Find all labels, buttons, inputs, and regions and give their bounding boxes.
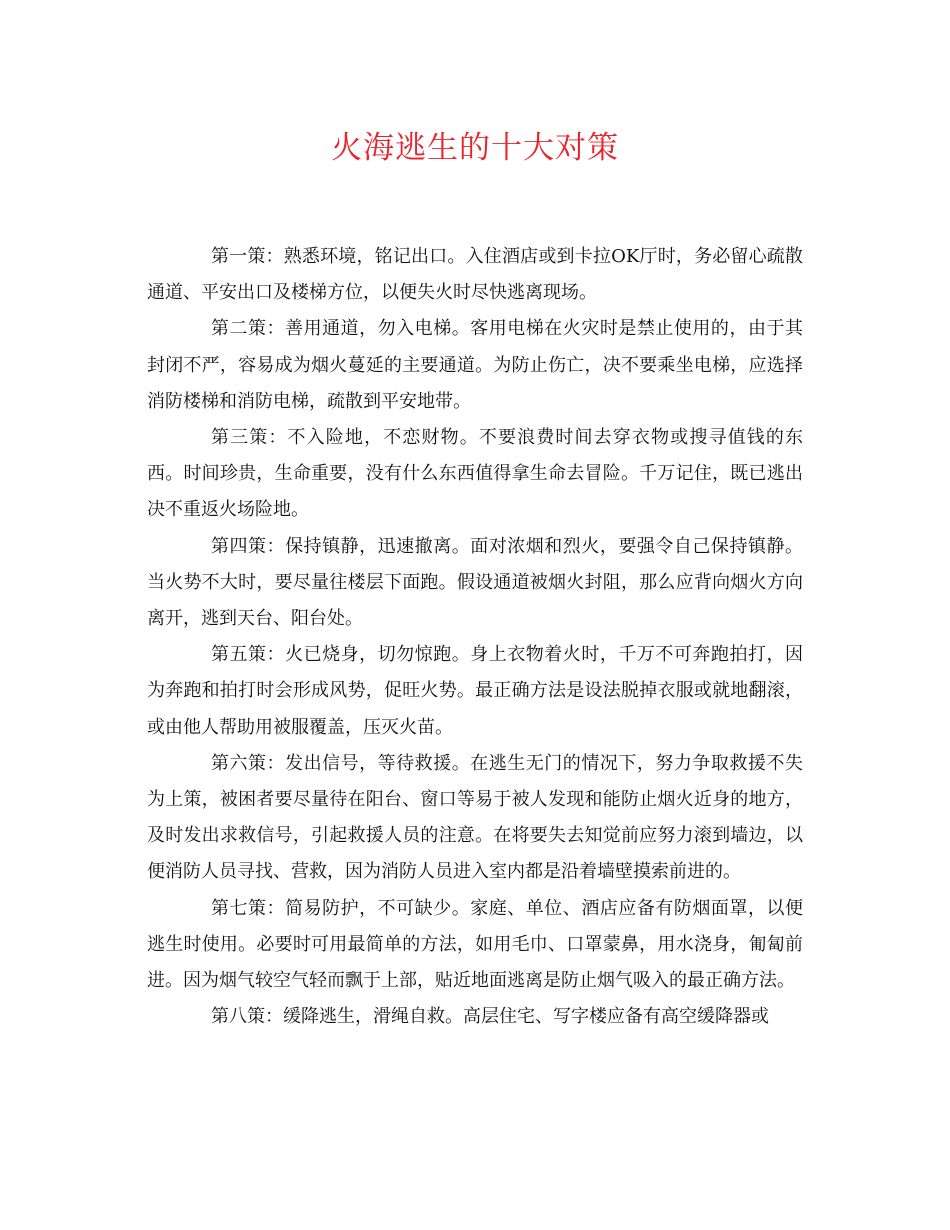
document-title: 火海逃生的十大对策 [331, 130, 619, 166]
paragraph-3: 第三策：不入险地，不恋财物。不要浪费时间去穿衣物或搜寻值钱的东西。时间珍贵，生命重要，没有什么东西值得拿生命去冒险。千万记住，既已逃出决不重返火场险地。 [147, 427, 803, 521]
paragraph-1: 第一策：熟悉环境，铭记出口。入住酒店或到卡拉OK厅时，务必留心疏散通道、平安出口及楼梯方位，以便失火时尽快逃离现场。 [147, 246, 803, 304]
document-body [147, 239, 803, 1035]
paragraph-5: 第五策：火已烧身，切勿惊跑。身上衣物着火时，千万不可奔跑拍打，因为奔跑和拍打时会形成风势，促旺火势。最正确方法是设法脱掉衣服或就地翻滚，或由他人帮助用被服覆盖，压灭火苗。 [147, 644, 803, 738]
paragraph-8: 第八策：缓降逃生，滑绳自救。高层住宅、写字楼应备有高空缓降器或 [211, 1006, 769, 1028]
paragraph-6: 第六策：发出信号，等待救援。在逃生无门的情况下，努力争取救援不失为上策，被困者要尽量待在阳台、窗口等易于被人发现和能防止烟火近身的地方，及时发出求救信号，引起救援人员的注意。在将要失去知觉前应努力滚到墙边，以便消防人员寻找、营救，因为消防人员进入室内都是沿着墙壁摸索前进的。 [147, 752, 803, 883]
paragraph-4: 第四策：保持镇静，迅速撤离。面对浓烟和烈火，要强令自己保持镇静。当火势不大时，要尽量往楼层下面跑。假设通道被烟火封阻，那么应背向烟火方向离开，逃到天台、阳台处。 [147, 535, 803, 630]
paragraph-2: 第二策：善用通道，勿入电梯。客用电梯在火灾时是禁止使用的，由于其封闭不严，容易成为烟火蔓延的主要通道。为防止伤亡，决不要乘坐电梯，应选择消防楼梯和消防电梯，疏散到平安地带。 [147, 318, 803, 412]
paragraph-7: 第七策：简易防护，不可缺少。家庭、单位、酒店应备有防烟面罩，以便逃生时使用。必要时可用最简单的方法，如用毛巾、口罩蒙鼻，用水浇身，匍匐前进。因为烟气较空气轻而飘于上部，贴近地面逃离是防止烟气吸入的最正确方法。 [147, 897, 803, 992]
